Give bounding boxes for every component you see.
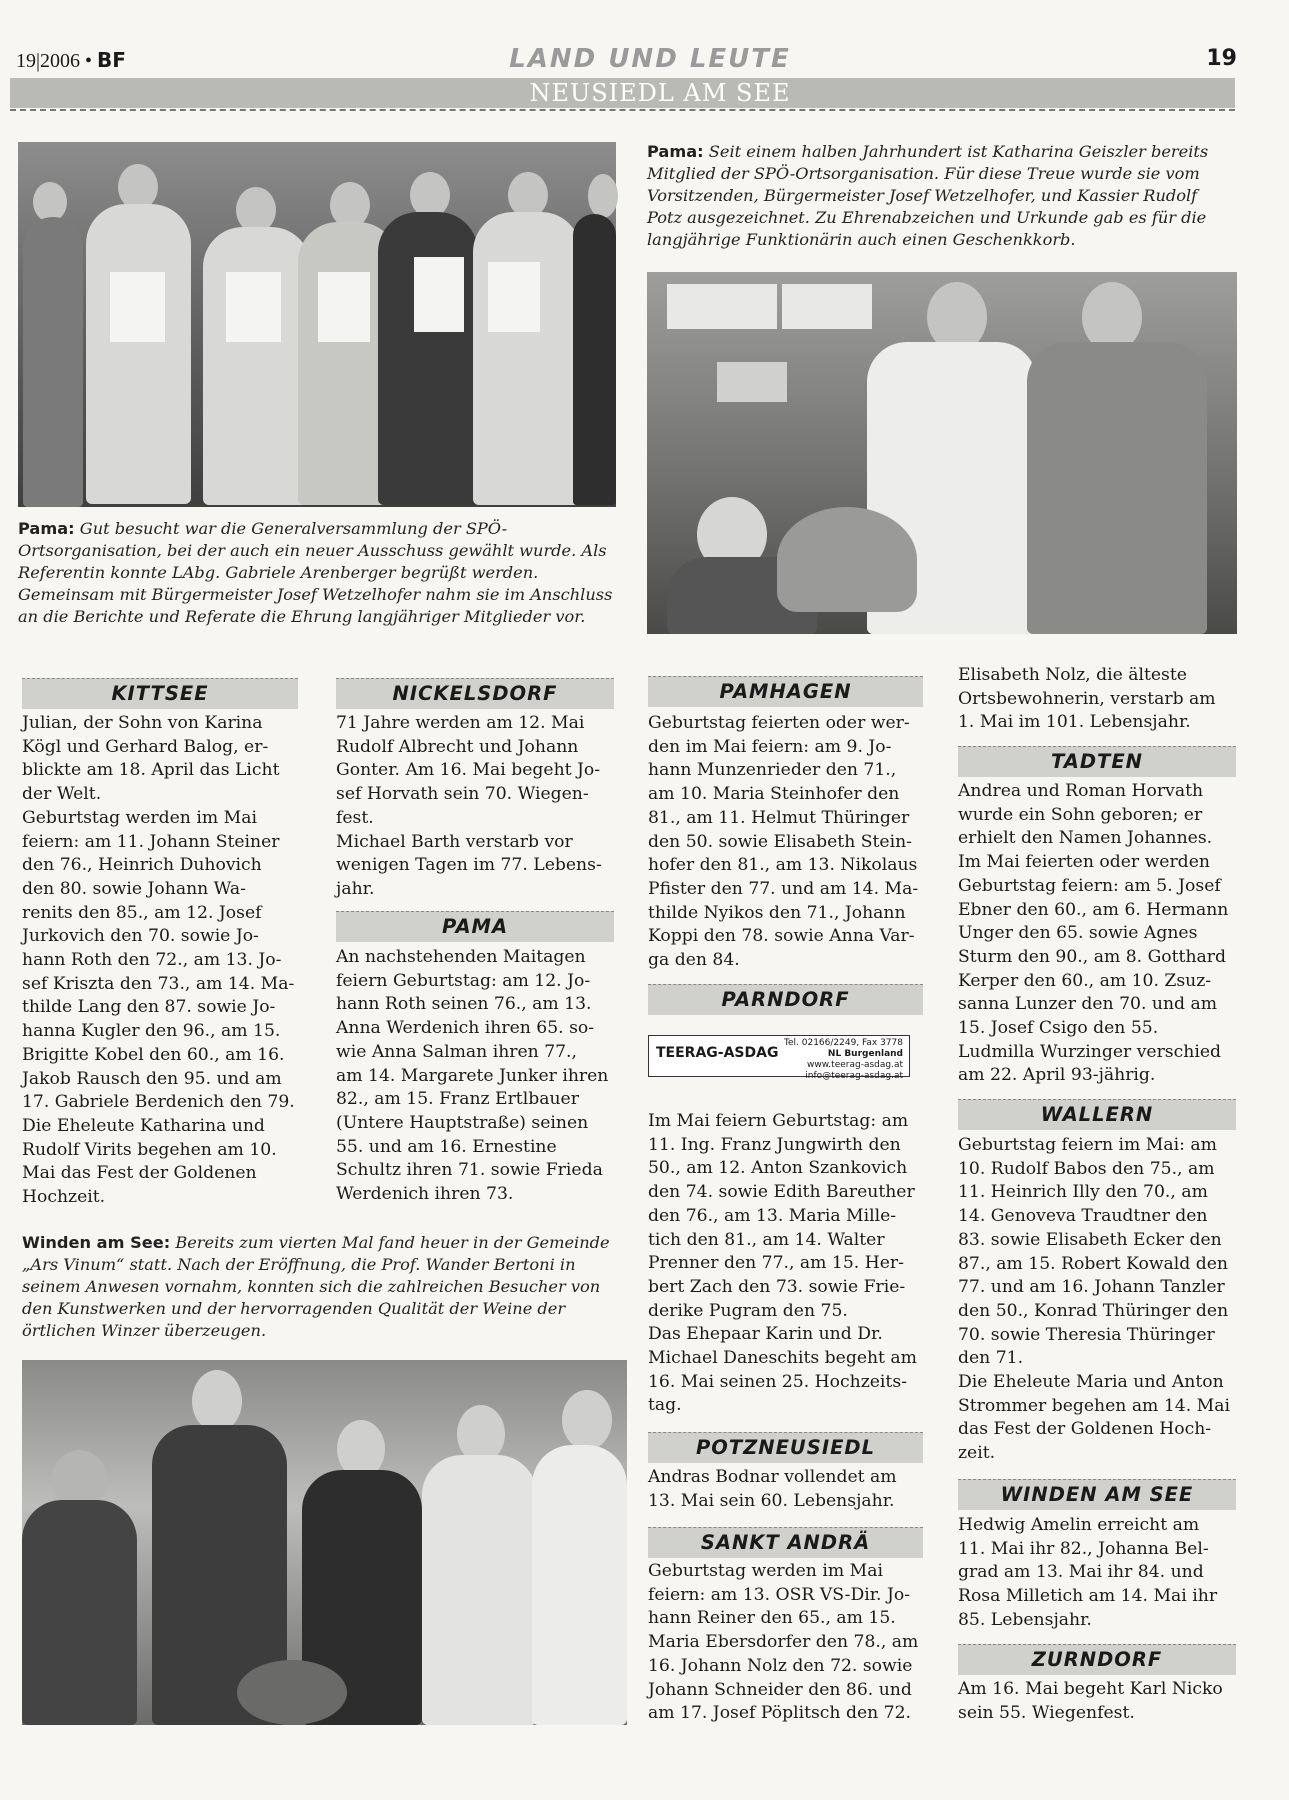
section-text-wallern: Geburtstag feiern im Mai: am 10. Rudolf Babos den 75., am 11. Heinrich Illy den 70., am 14. Genoveva Traudtner den 83. sowie Elisabeth Ecker den 87., am 15. Robert Kowald den 77. und am 16. Johann Tanzler den 50., Konrad Thüringer den 70. sowie Theresia Thüringer den 71. Die Eheleute Maria und Anton Strommer begehen am 14. Mai das Fest der Goldenen Hoch- zeit. (958, 1135, 1230, 1464)
section-text-nickelsdorf: 71 Jahre werden am 12. Mai Rudolf Albrecht und Johann Gonter. Am 16. Mai begeht Jo- sef Horvath sein 70. Wiegen- fest. Michael Barth verstarb vor wenigen Tagen im 77. Lebens- jahr. (336, 713, 602, 899)
caption-place: Pama: (647, 142, 704, 161)
section-heading-pama: PAMA (336, 911, 614, 942)
ad-logo: TEERAG-ASDAG (656, 1045, 779, 1061)
publication-name: BF (97, 48, 126, 72)
ad-web: www.teerag-asdag.at (807, 1060, 903, 1070)
ad-phone: Tel. 02166/2249, Fax 3778 (784, 1038, 903, 1048)
caption-pama-general-meeting (18, 518, 616, 628)
ad-branch: NL Burgenland (827, 1049, 903, 1059)
caption-place: Winden am See: (22, 1233, 171, 1252)
section-text-pama: An nachstehenden Maitagen feiern Geburtstag: am 12. Jo- hann Roth seinen 76., am 13. Anna Werdenich ihren 65. so- wie Anna Salman ihren 77., am 14. Margarete Junker ihren 82., am 15. Franz Ertlbauer (Untere Hauptstraße) seinen 55. und am 16. Ernestine Schultz ihren 71. sowie Frieda Werdenich ihren 73. (336, 947, 609, 1205)
caption-text: Bereits zum vierten Mal fand heuer in der Gemeinde „Ars Vinum“ statt. Nach der Eröffnung, die Prof. Wander Bertoni in seinem Anwesen vornahm, konnten sich die zahlreichen Besucher von den Kunstwerken und der hervorragenden Qualität der Weine der örtlichen Winzer überzeugen. (22, 1233, 610, 1340)
section-heading-parndorf: PARNDORF (648, 984, 923, 1015)
section-heading-wallern: WALLERN (958, 1099, 1236, 1130)
photo-pama-honour (647, 272, 1237, 634)
header-divider (10, 109, 1235, 111)
section-text-potzneusiedl: Andras Bodnar vollendet am 13. Mai sein 60. Lebensjahr. (648, 1467, 897, 1511)
section-text-parndorf: Im Mai feiern Geburtstag: am 11. Ing. Franz Jungwirth den 50., am 12. Anton Szankovich den 74. sowie Edith Bareuther den 76., am 13. Maria Mille- tich den 81., am 14. Walter Prenner den 77., am 15. Her- bert Zach den 73. sowie Frie- derike Pugram den 75. Das Ehepaar Karin und Dr. Michael Daneschits begeht am 16. Mai seinen 25. Hochzeits- tag. (648, 1111, 917, 1416)
caption-text: Gut besucht war die Generalversammlung der SPÖ-Ortsorganisation, bei der auch ein neuer Ausschuss gewählt wurde. Als Referentin konnte LAbg. Gabriele Arenberger begrüßt werden. Gemeinsam mit Bürgermeister Josef Wetzelhofer nahm sie im Anschluss an die Berichte und Referate die Ehrung langjähriger Mitglieder vor. (18, 519, 613, 626)
ad-contact (775, 1038, 903, 1082)
section-heading-winden-am-see: WINDEN AM SEE (958, 1479, 1236, 1510)
section-heading-tadten: TADTEN (958, 746, 1236, 777)
caption-place: Pama: (18, 519, 75, 538)
section-heading-kittsee: KITTSEE (22, 678, 298, 709)
section-heading-pamhagen: PAMHAGEN (648, 676, 923, 707)
caption-pama-honour (647, 141, 1237, 251)
caption-winden-ars-vinum (22, 1232, 627, 1342)
section-text-obituary-nolz: Elisabeth Nolz, die älteste Ortsbewohnerin, verstarb am 1. Mai im 101. Lebensjahr. (958, 665, 1216, 733)
section-text-winden-am-see: Hedwig Amelin erreicht am 11. Mai ihr 82., Johanna Bel- grad am 13. Mai ihr 84. und Rosa Milletich am 14. Mai ihr 85. Lebensjahr. (958, 1515, 1218, 1630)
section-heading-nickelsdorf: NICKELSDORF (336, 678, 614, 709)
page-number: 19 (1206, 46, 1237, 71)
region-title: NEUSIEDL AM SEE (529, 79, 791, 107)
caption-text: Seit einem halben Jahrhundert ist Katharina Geiszler bereits Mitglied der SPÖ-Ortsorganisation. Für diese Treue wurde sie vom Vorsitzenden, Bürgermeister Josef Wetzelhofer, und Kassier Rudolf Potz ausgezeichnet. Zu Ehrenabzeichen und Urkunde gab es für die langjährige Funktionärin auch einen Geschenkkorb. (647, 142, 1209, 249)
section-text-tadten: Andrea und Roman Horvath wurde ein Sohn geboren; er erhielt den Namen Johannes. Im Mai feierten oder werden Geburtstag feiern: am 5. Josef Ebner den 60., am 6. Hermann Unger den 65. sowie Agnes Sturm den 90., am 8. Gotthard Kerper den 60., am 10. Zsuz- sanna Lunzer den 70. und am 15. Josef Csigo den 55. Ludmilla Wurzinger verschied am 22. April 93-jährig. (958, 781, 1229, 1086)
rubric-title: LAND UND LEUTE (509, 44, 791, 74)
issue-date: 19|2006 • BF (16, 48, 126, 72)
section-heading-sankt-andrae: SANKT ANDRÄ (648, 1527, 923, 1558)
section-heading-zurndorf: ZURNDORF (958, 1644, 1236, 1675)
section-text-pamhagen: Geburtstag feierten oder wer- den im Mai feiern: am 9. Jo- hann Munzenrieder den 71., am 10. Maria Steinhofer den 81., am 11. Helmut Thüringer den 50. sowie Elisabeth Stein- hofer den 81., am 13. Nikolaus Pfister den 77. und am 14. Ma- thilde Nyikos den 71., Johann Koppi den 78. sowie Anna Var- ga den 84. (648, 713, 919, 971)
section-text-sankt-andrae: Geburtstag werden im Mai feiern: am 13. OSR VS-Dir. Jo- hann Reiner den 65., am 15. Maria Ebersdorfer den 78., am 16. Johann Nolz den 72. sowie Johann Schneider den 86. und am 17. Josef Pöplitsch den 72. (648, 1561, 919, 1724)
photo-pama-group (18, 142, 616, 507)
section-heading-potzneusiedl: POTZNEUSIEDL (648, 1432, 923, 1463)
section-text-kittsee: Julian, der Sohn von Karina Kögl und Gerhard Balog, er- blickte am 18. April das Licht der Welt. Geburtstag werden im Mai feiern: am 11. Johann Steiner den 76., Heinrich Duhovich den 80. sowie Johann Wa- renits den 85., am 12. Josef Jurkovich den 70. sowie Jo- hann Roth den 72., am 13. Jo- sef Kriszta den 73., am 14. Ma- thilde Lang den 87. sowie Jo- hanna Kugler den 96., am 15. Brigitte Kobel den 60., am 16. Jakob Rausch den 95. und am 17. Gabriele Berdenich den 79. Die Eheleute Katharina und Rudolf Virits begehen am 10. Mai das Fest der Goldenen Hochzeit. (22, 713, 295, 1208)
ad-email: info@teerag-asdag.at (805, 1071, 903, 1081)
section-text-zurndorf: Am 16. Mai begeht Karl Nicko sein 55. Wiegenfest. (958, 1679, 1223, 1723)
photo-winden-ars-vinum (22, 1360, 627, 1725)
